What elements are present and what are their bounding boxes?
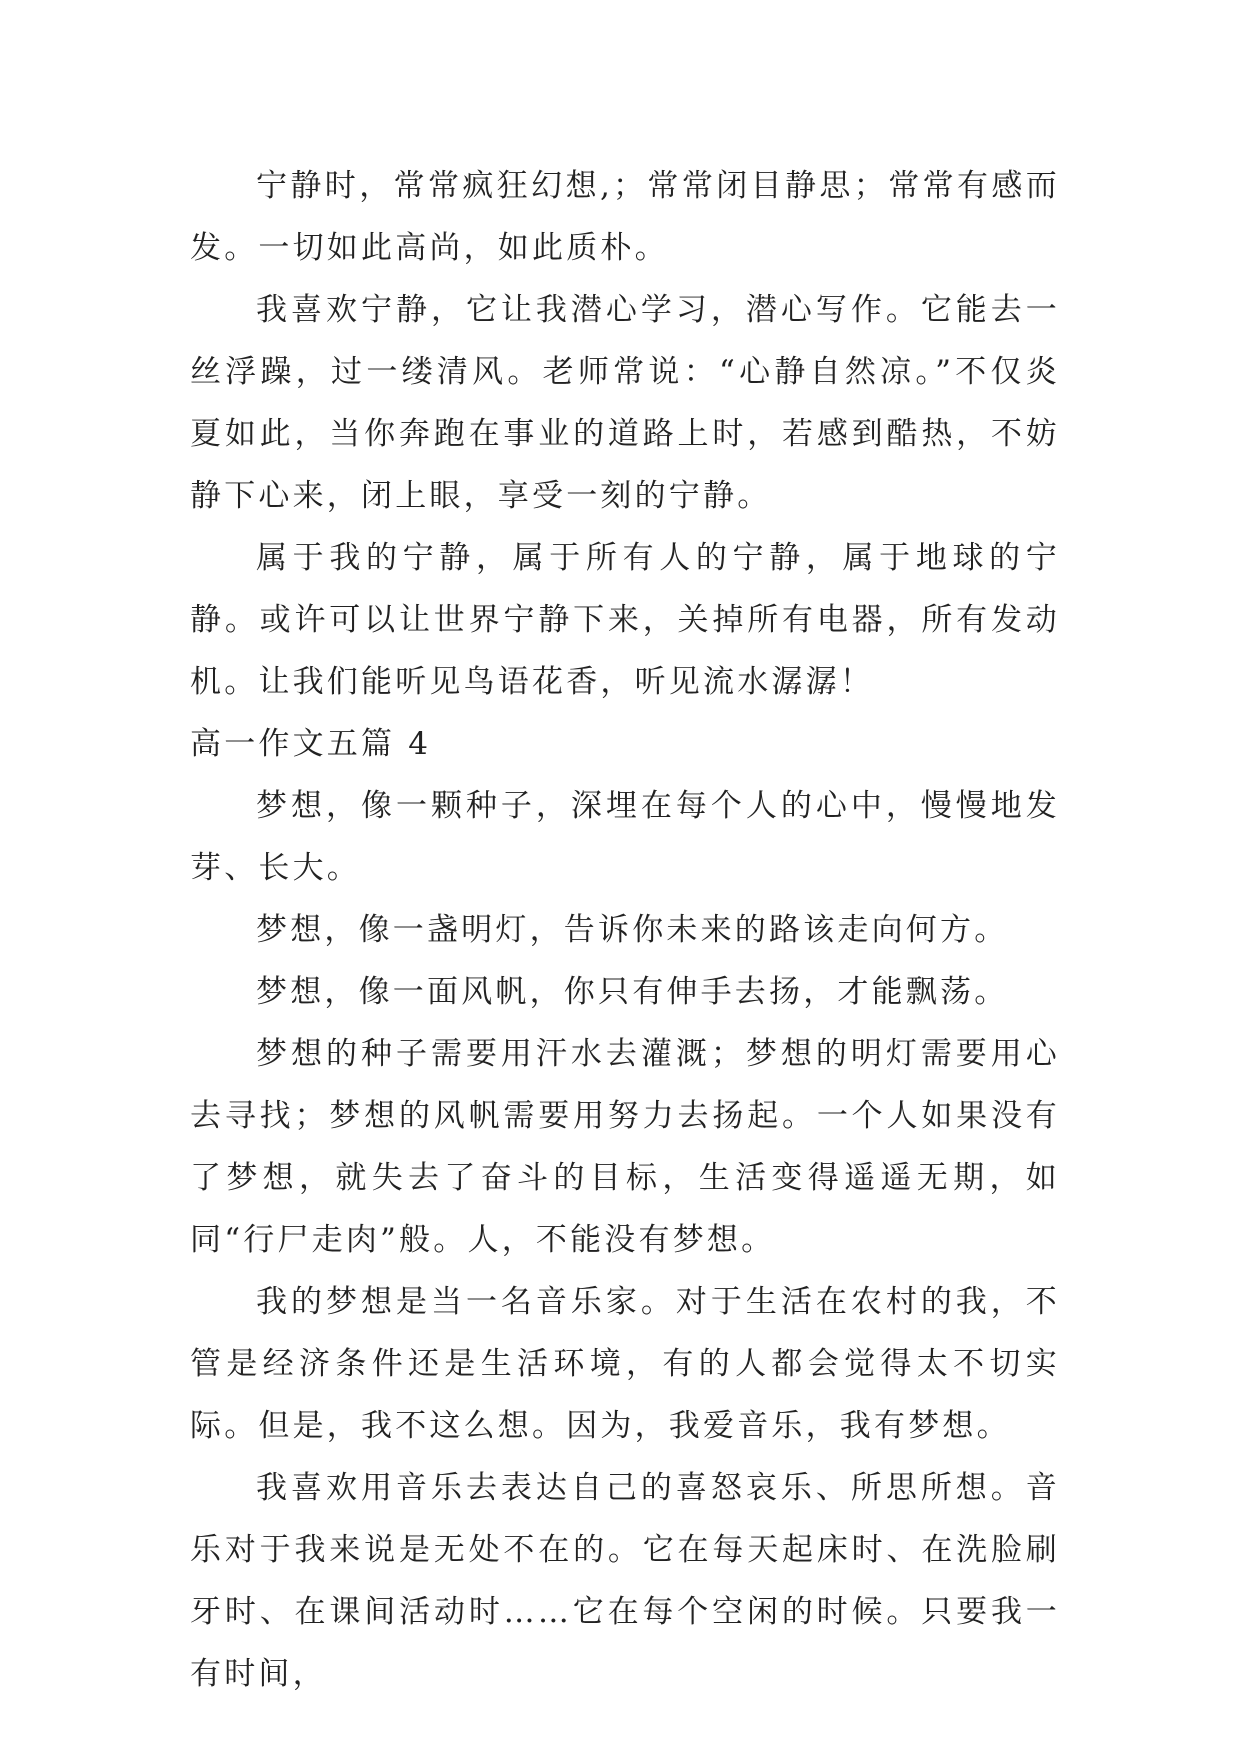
- paragraph: 我的梦想是当一名音乐家。对于生活在农村的我，不管是经济条件还是生活环境，有的人都会觉得太不切实际。但是，我不这么想。因为，我爱音乐，我有梦想。: [190, 1284, 1060, 1444]
- paragraph: 梦想，像一面风帆，你只有伸手去扬，才能飘荡。: [256, 974, 1009, 1010]
- document-body: [190, 155, 1060, 1705]
- paragraph: 我喜欢宁静，它让我潜心学习，潜心写作。它能去一丝浮躁，过一缕清风。老师常说：“心静自然凉。”不仅炎夏如此，当你奔跑在事业的道路上时，若感到酷热，不妨静下心来，闭上眼，享受一刻的宁静。: [190, 292, 1060, 514]
- section-heading: 高一作文五篇 4: [190, 726, 432, 762]
- paragraph: 梦想，像一盏明灯，告诉你未来的路该走向何方。: [256, 912, 1009, 948]
- paragraph: 梦想，像一颗种子，深埋在每个人的心中，慢慢地发芽、长大。: [190, 788, 1060, 886]
- paragraph: 宁静时，常常疯狂幻想,；常常闭目静思；常常有感而发。一切如此高尚，如此质朴。: [190, 168, 1060, 266]
- paragraph: 我喜欢用音乐去表达自己的喜怒哀乐、所思所想。音乐对于我来说是无处不在的。它在每天起床时、在洗脸刷牙时、在课间活动时……它在每个空闲的时候。只要我一有时间，: [190, 1470, 1060, 1692]
- paragraph: 梦想的种子需要用汗水去灌溉；梦想的明灯需要用心去寻找；梦想的风帆需要用努力去扬起。一个人如果没有了梦想，就失去了奋斗的目标，生活变得遥遥无期，如同“行尸走肉”般。人，不能没有梦想。: [190, 1036, 1060, 1258]
- paragraph: 属于我的宁静，属于所有人的宁静，属于地球的宁静。或许可以让世界宁静下来，关掉所有电器，所有发动机。让我们能听见鸟语花香，听见流水潺潺！: [190, 540, 1060, 700]
